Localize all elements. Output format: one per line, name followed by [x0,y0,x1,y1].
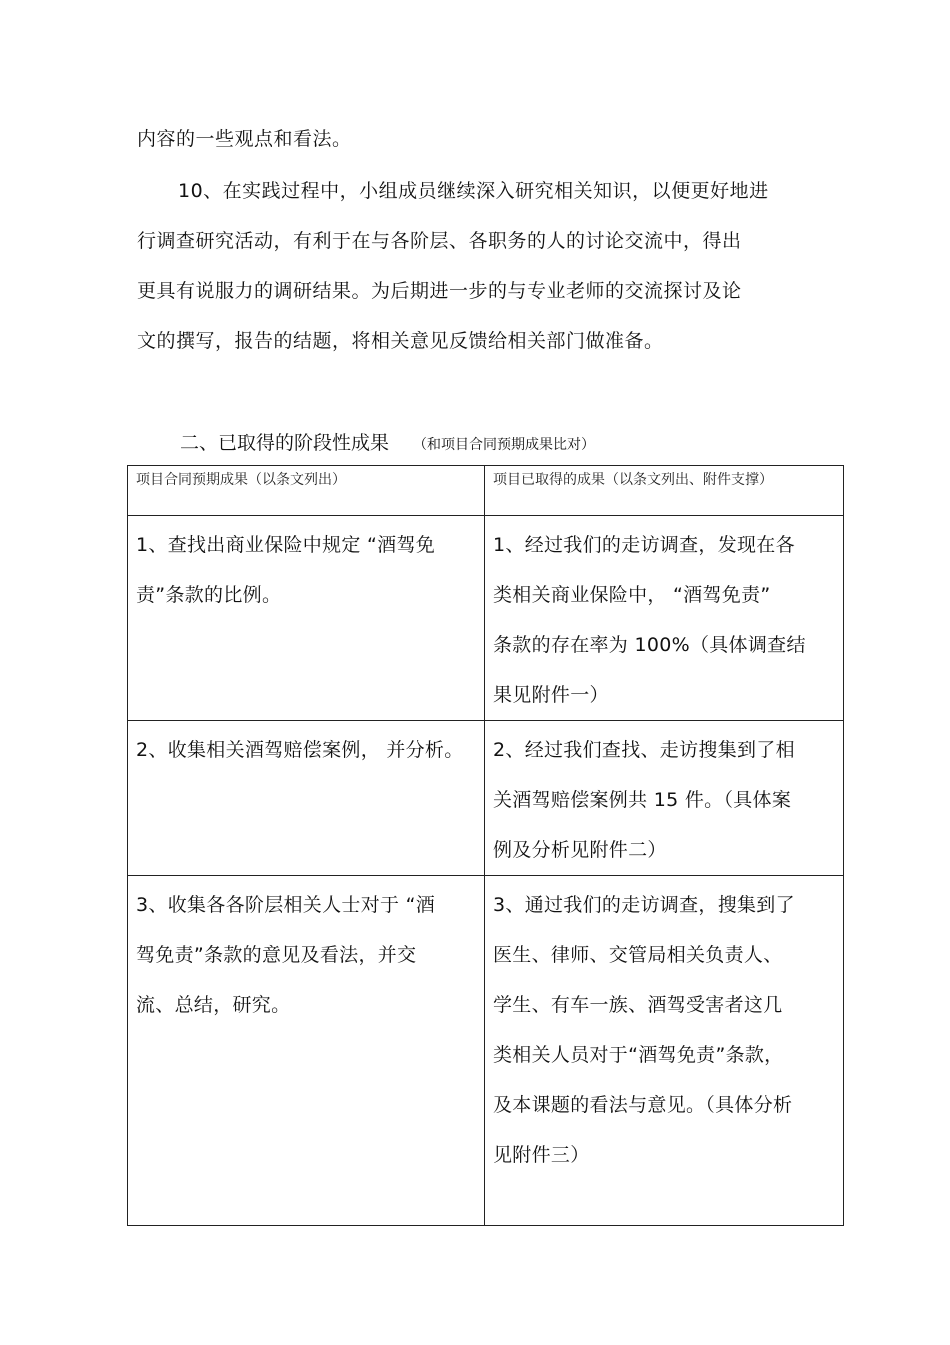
cell-line: 3、收集各各阶层相关人士对于 “酒 [136,894,436,916]
header-cell [128,466,485,516]
cell-line: 果见附件一） [493,684,609,706]
cell-line: 2、经过我们查找、走访搜集到了相 [493,739,795,761]
header-expected: 项目合同预期成果（以条文列出） [136,472,346,488]
cell-line: 驾免责”条款的意见及看法，并交 [136,944,417,966]
table-cell [128,721,485,876]
cell-line: 2、收集相关酒驾赔偿案例， 并分析。 [136,739,464,761]
text-line: 文的撰写，报告的结题，将相关意见反馈给相关部门做准备。 [137,330,664,352]
text-line: 10、在实践过程中，小组成员继续深入研究相关知识，以便更好地进 [178,180,769,202]
table-row [128,721,844,876]
table-cell [128,876,485,1226]
cell-line: 1、经过我们的走访调查，发现在各 [493,534,795,556]
cell-line: 类相关商业保险中， “酒驾免责” [493,584,771,606]
cell-line: 医生、律师、交管局相关负责人、 [493,944,783,966]
cell-line: 3、通过我们的走访调查，搜集到了 [493,894,795,916]
achieved-cell [485,876,843,1180]
expected-cell [128,876,484,1030]
text-line: 行调查研究活动，有利于在与各阶层、各职务的人的讨论交流中，得出 [137,230,742,252]
results-table [127,465,844,1226]
cell-line: 及本课题的看法与意见。（具体分析 [493,1094,793,1116]
text-line: 内容的一些观点和看法。 [137,128,352,150]
expected-cell [128,516,484,620]
cell-line: 关酒驾赔偿案例共 15 件。（具体案 [493,789,792,811]
table-cell [485,721,844,876]
cell-line: 例及分析见附件二） [493,839,667,861]
table-row [128,516,844,721]
cell-line: 类相关人员对于“酒驾免责”条款， [493,1044,784,1066]
table-header-row [128,466,844,516]
table-cell [485,876,844,1226]
cell-line: 学生、有车一族、酒驾受害者这几 [493,994,783,1016]
text-line: 更具有说服力的调研结果。为后期进一步的与专业老师的交流探讨及论 [137,280,742,302]
table-cell [128,516,485,721]
header-cell [485,466,844,516]
cell-line: 见附件三） [493,1144,590,1166]
achieved-cell [485,516,843,720]
table-row [128,876,844,1226]
expected-cell [128,721,484,775]
cell-line: 条款的存在率为 100%（具体调查结 [493,634,806,656]
header-achieved: 项目已取得的成果（以条文列出、附件支撑） [493,472,773,488]
cell-line: 1、查找出商业保险中规定 “酒驾免 [136,534,436,556]
cell-line: 责”条款的比例。 [136,584,282,606]
section-title: 二、已取得的阶段性成果 [180,432,390,454]
achieved-cell [485,721,843,875]
cell-line: 流、总结，研究。 [136,994,291,1016]
table-cell [485,516,844,721]
section-heading [180,428,595,455]
section-note: （和项目合同预期成果比对） [413,437,596,453]
